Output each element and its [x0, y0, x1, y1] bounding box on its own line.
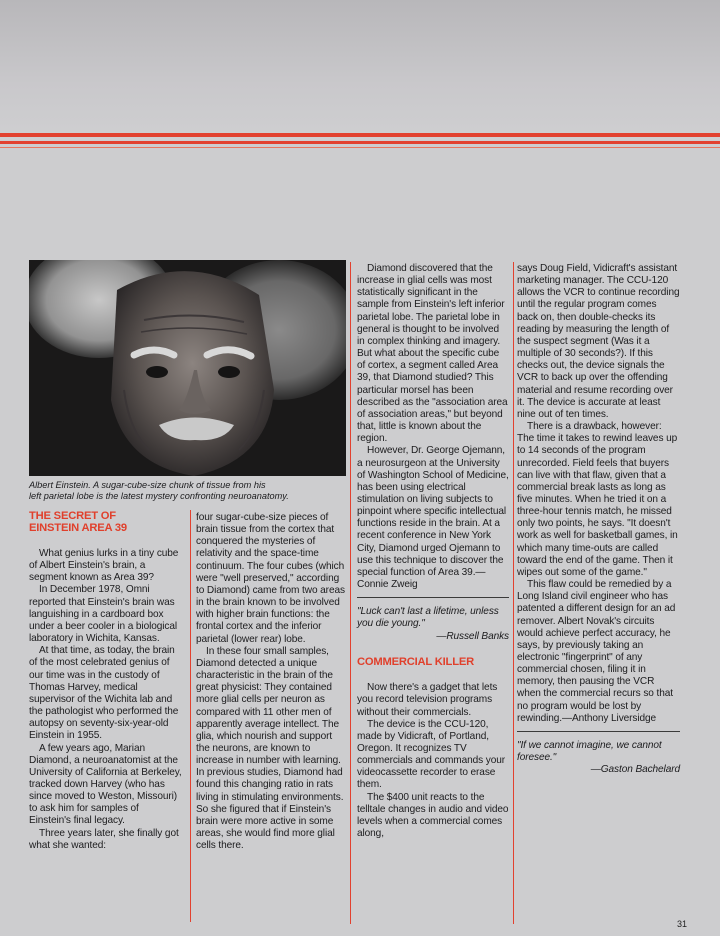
commercial-article-heading [357, 657, 509, 669]
article-column-3 [357, 263, 509, 840]
red-rule-bottom [0, 147, 720, 148]
einstein-portrait-image [29, 260, 346, 476]
paragraph: says Doug Field, Vidicraft's assistant marketing manager. The CCU-120 allows the VCR to continue recording until the regular program comes back on, then double-checks its reading by measuring the length of the suspect segment (Was it a multiple of 30 seconds?). If this checks out, the device signals the VCR to back up over the offending material and resume recording over it. The device is accurate at least nine out of ten times. [517, 263, 680, 420]
quote-rule [517, 731, 680, 732]
pull-quote: "Luck can't last a lifetime, unless you die young." [357, 606, 499, 630]
column-divider-1 [190, 510, 191, 922]
einstein-photo [29, 260, 346, 476]
paragraph: At that time, as today, the brain of the most celebrated genius of our time was in the custody of Thomas Harvey, medical supervisor of the Wichita lab and the pathologist who performed the autopsy on seventy-six-year-old Einstein in 1955. [29, 645, 179, 742]
paragraph: In December 1978, Omni reported that Einstein's brain was languishing in a cardboard box under a beer cooler in a biological laboratory in Wichita, Kansas. [29, 584, 178, 645]
photo-caption [29, 480, 349, 502]
paragraph: However, Dr. George Ojemann, a neurosurgeon at the University of Washington School of Medicine, has been using electrical stimulation on living subjects to pinpoint where specific intellectual functions reside in the brain. At a recent conference in New York City, Diamond urged Ojemann to use this technique to discover the special function of Area 39.—Connie Zweig [357, 445, 509, 591]
caption-line-2: left parietal lobe is the latest mystery confronting neuroanatomy. [29, 491, 289, 502]
article-column-1 [29, 511, 183, 852]
paragraph: There is a drawback, however: The time it takes to rewind leaves up to 14 seconds of the program unrecorded. Field feels that buyers can live with that flaw, given that a commercial break lasts as long as five minutes. When he tried it on a three-hour tennis match, he missed only two points, he says. "It doesn't work as well for basketball games, in which many time-outs are called toward the end of the game. Then it wipes out some of the game." [517, 421, 678, 578]
heading-line-1: THE SECRET OF [29, 510, 116, 522]
paragraph: This flaw could be remedied by a Long Island civil engineer who has patented a different design for an ad remover. Albert Novak's circuits would achieve perfect accuracy, he says, by previously taking an electronic "fingerprint" of any commercial chosen, filing it in memory, then pausing the VCR when the commercial recurs so that no program would be lost by rewinding.—Anthony Liversidge [517, 579, 676, 724]
article-column-4 [517, 263, 680, 776]
caption-line-1: Albert Einstein. A sugar-cube-size chunk of tissue from his [29, 480, 266, 490]
paragraph: Three years later, she finally got what she wanted: [29, 827, 179, 851]
heading-line-2: EINSTEIN AREA 39 [29, 521, 127, 534]
quote-attribution: —Russell Banks [436, 630, 509, 642]
article-column-2 [196, 512, 346, 852]
heading-line-1: COMMERCIAL KILLER [357, 655, 474, 668]
einstein-article-heading [29, 511, 183, 534]
quote-attribution: —Gaston Bachelard [590, 764, 680, 776]
column-divider-3 [513, 262, 514, 924]
column-divider-2 [350, 262, 351, 924]
paragraph: Now there's a gadget that lets you record television programs without their commercials. [357, 682, 498, 718]
page-number: 31 [677, 919, 688, 929]
paragraph: In these four small samples, Diamond detected a unique characteristic in the brain of the great physicist: They contained more glial cells per neuron as compared with 11 other men of apparently average intellect. The glia, which nourish and support the neurons, are known to increase in number with learning. In previous studies, Diamond had found this changing ratio in rats living in stimulating environments. So she figured that if Einstein's brain were more active in some areas, she would find more glial cells there. [196, 645, 344, 852]
paragraph: The device is the CCU-120, made by Vidicraft, of Portland, Oregon. It recognizes TV commercials and commands your videocassette recorder to erase them. [357, 718, 505, 791]
pull-quote: "If we cannot imagine, we cannot foresee." [517, 739, 662, 764]
paragraph: The $400 unit reacts to the telltale changes in audio and video levels when a commercial comes along, [357, 791, 509, 840]
red-rule-middle [0, 141, 720, 144]
paragraph: four sugar-cube-size pieces of brain tissue from the cortex that conquered the mysteries of relativity and the space-time continuum. The four cubes (which were "well preserved," according to Diamond) came from two areas in the brain known to be involved with higher brain functions: the frontal cortex and the inferior parietal (lower rear) lobe. [196, 512, 345, 645]
paragraph: A few years ago, Marian Diamond, a neuroanatomist at the University of California at Berkeley, tracked down Harvey (who has since moved to Weston, Missouri) to ask him for samples of Einstein's final legacy. [29, 742, 182, 827]
paragraph: What genius lurks in a tiny cube of Albert Einstein's brain, a segment known as Area 39? [29, 548, 179, 584]
red-rule-top [0, 133, 720, 137]
page-top-band [0, 0, 720, 140]
quote-rule [357, 597, 509, 598]
paragraph: Diamond discovered that the increase in glial cells was most statistically significant in the sample from Einstein's left inferior parietal lobe. The parietal lobe in general is thought to be involved in complex thinking and imagery. But what about the specific cube of cortex, a segment called Area 39, that Diamond studied? This particular morsel has been described as the "association area of association areas," but beyond that, little is known about the region. [357, 263, 508, 445]
